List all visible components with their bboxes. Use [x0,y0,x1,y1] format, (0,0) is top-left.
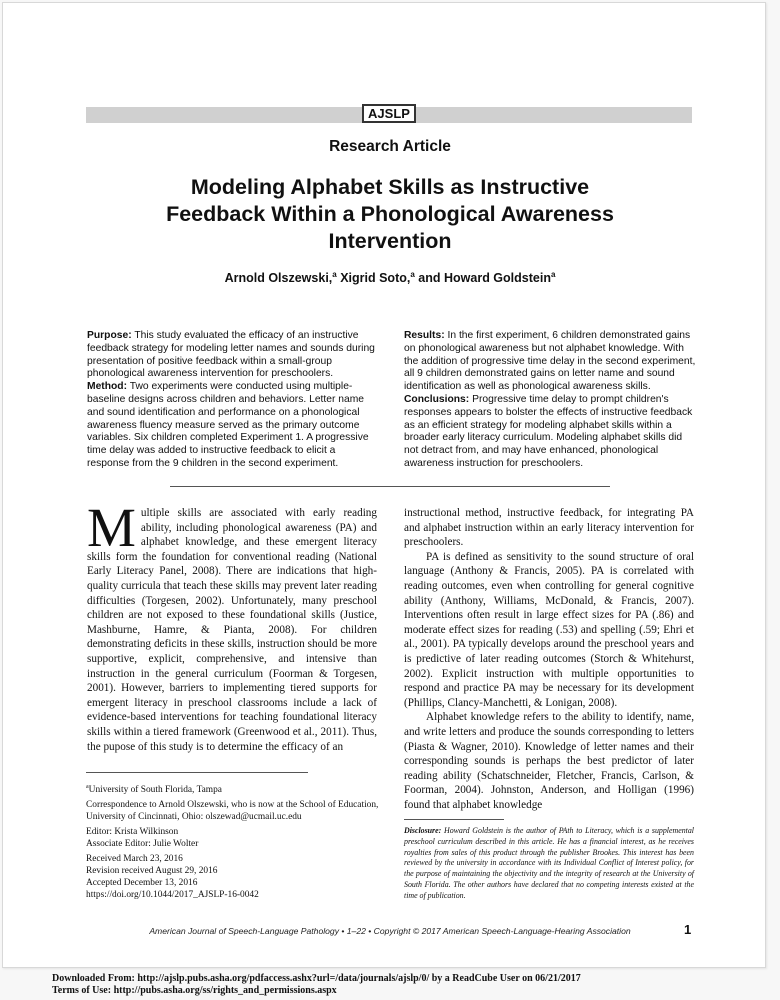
abstract-conclusions-label: Conclusions: [404,393,470,405]
body-left-column [87,497,377,754]
author-affiliation-mark: a [550,270,556,279]
terms-line: Terms of Use: http://pubs.asha.org/ss/rights_and_permissions.aspx [52,985,337,996]
drop-cap: M [87,497,136,558]
abstract-method-text: Two experiments were conducted using multiple-baseline designs across children and behaviors. Letter name and sound identification and performance on a phonological awareness fluency measure served as the primary outcome variables. Six children completed Experiment 1. A progressive time delay was added to instructive feedback to elicit a response from the 9 children in the second experiment. [87,381,369,469]
disclosure-label: Disclosure: [404,826,442,835]
author-name: Xigrid Soto, [340,271,411,286]
download-line: Downloaded From: http://ajslp.pubs.asha.org/pdfaccess.ashx?url=/data/journals/ajslp/0/ by a ReadCube User on 06/21/2017 [52,973,581,984]
author-affiliation-mark: a [410,270,415,279]
affiliation-text: University of South Florida, Tampa [88,785,222,796]
footnote-associate-editor: Associate Editor: Julie Wolter [86,839,199,850]
footnote-editor: Editor: Krista Wilkinson [86,827,179,838]
article-type: Research Article [329,138,451,155]
disclosure-divider [404,819,504,820]
abstract-method-label: Method: [87,381,128,393]
abstract-results [404,330,696,394]
author-name: Howard Goldstein [444,271,551,286]
body-paragraph: instructional method, instructive feedback, for integrating PA and alphabet instruction within an early literacy intervention for preschoolers. [404,507,694,549]
footnote-divider [86,772,308,773]
abstract-method [87,381,379,471]
body-paragraph: Alphabet knowledge refers to the ability to identify, name, and write letters and produce the sounds corresponding to letters (Piasta & Wagner, 2010). Knowledge of letter names and their corresponding sounds is perhaps the best predictor of later reading ability (Schatschneider, Fletcher, Francis, Carlson, & Foorman, 2004). Johnston, Anderson, and Holligan (1996) found that alphabet knowledge [404,711,694,811]
footnote-revision: Revision received August 29, 2016 [86,866,218,877]
journal-badge: AJSLP [362,104,416,123]
authors-and: and [418,271,441,286]
journal-footer: American Journal of Speech-Language Pathology • 1–22 • Copyright © 2017 American Speech-Language-Hearing Association [149,926,631,936]
body-paragraph [87,497,377,754]
footnotes [86,781,386,901]
abstract-right-column [404,330,696,471]
footnote-doi[interactable]: https://doi.org/10.1044/2017_AJSLP-16-0042 [86,890,259,901]
body-right-column [404,506,694,812]
abstract-results-label: Results: [404,330,445,341]
abstract-results-text: In the first experiment, 6 children demonstrated gains on phonological awareness but not alphabet knowledge. With the addition of progressive time delay in the second experiment, all 9 children demonstrated gains on letter name and sound identification as well as phonological awareness skills. [404,330,696,393]
page-number: 1 [684,922,692,937]
disclosure [404,826,694,902]
abstract-purpose-text: This study evaluated the efficacy of an instructive feedback strategy for modeling letter names and sounds during presentation of positive feedback within a small-group phonological awareness intervention for preschoolers. [87,330,375,380]
author-name: Arnold Olszewski, [224,271,333,286]
footnote-accepted: Accepted December 13, 2016 [86,878,198,889]
abstract-conclusions-text: Progressive time delay to prompt children's responses appears to bolster the effects of instructive feedback as an efficient strategy for modeling alphabet skills within a broader early literacy curriculum. Modeling alphabet skills did not detract from, and may have enhanced, phonological awareness instruction for preschoolers. [404,393,693,469]
body-paragraph: PA is defined as sensitivity to the sound structure of oral language (Anthony & Francis, 2005). PA is correlated with reading outcomes, even when controlling for general cognitive ability (Anthony, Williams, McDonald, & Francis, 2007). Interventions often result in large effect sizes for PA (.86) and moderate effect sizes for reading (.53) and spelling (.59; Ehri et al., 2001). PA typically develops around the preschool years and is predictive of later reading outcomes (Storch & Whitehurst, 2002). Explicit instruction with multiple opportunities to respond and practice PA may be necessary for its development (Phillips, Clancy-Manchetti, & Lonigan, 2008). [404,550,694,709]
abstract-left-column [87,330,379,471]
abstract-conclusions [404,394,696,471]
abstract-purpose-label: Purpose: [87,330,132,341]
footnote-correspondence: Correspondence to Arnold Olszewski, who is now at the School of Education, University of Cincinnati, Ohio: olszewad@ucmail.uc.edu [86,800,379,823]
footnote-affiliation [86,781,386,796]
article-title: Modeling Alphabet Skills as Instructive Feedback Within a Phonological Awareness Intervention [166,175,614,253]
author-affiliation-mark: a [332,270,337,279]
download-stamp [52,973,581,997]
author-list [0,270,780,285]
abstract-divider [170,486,610,487]
affiliation-mark: a [86,784,89,790]
disclosure-text: Howard Goldstein is the author of PAth to Literacy, which is a supplemental preschool curriculum described in this article. He has a financial interest, as he receives royalties from sales of this product through the publisher Brookes. This interest has been reviewed by the university in accordance with its Individual Conflict of Interest policy, for the purpose of maintaining the objectivity and the integrity of research at the University of South Florida. The other authors have declared that no competing interests existed at the time of publication. [404,826,694,900]
body-paragraph-text: ultiple skills are associated with early reading ability, including phonological awareness (PA) and alphabet knowledge, and these emergent literacy skills form the foundation for conventional reading (National Early Literacy Panel, 2008). There are indications that high-quality curricula that teach these skills may prevent later reading difficulties (Torgesen, 2002). Unfortunately, many preschool children are not exposed to these foundational skills (Justice, Mashburne, Hamre, & Pianta, 2008). For children demonstrating deficits in these skills, instruction should be more supportive, explicit, comprehensive, and intensive than instruction in the general curriculum (Foorman & Torgesen, 2001). However, barriers to implementing tiered supports for emergent literacy in preschool classrooms include a lack of evidence-based interventions for teaching foundational literacy skills within a tiered framework (Greenwood et al., 2011). Thus, the pupose of this study is to determine the efficacy of an [87,507,377,753]
footnote-received: Received March 23, 2016 [86,854,183,865]
abstract-purpose [87,330,379,381]
